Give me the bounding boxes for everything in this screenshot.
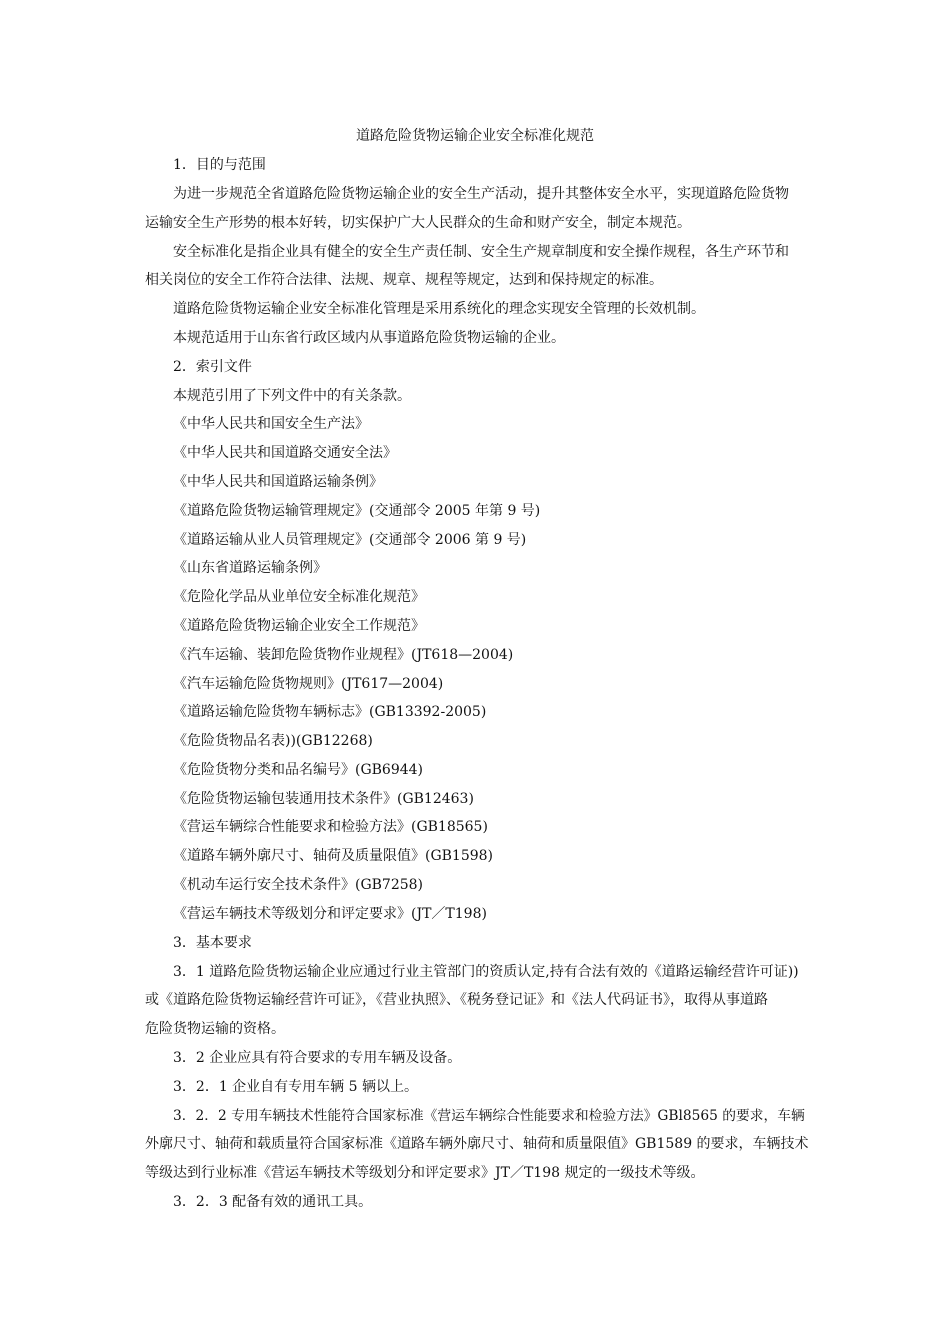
references-intro: 本规范引用了下列文件中的有关条款。 xyxy=(173,388,411,404)
paragraph-line: 外廓尺寸、轴荷和载质量符合国家标准《道路车辆外廓尺寸、轴荷和质量限值》GB1589 的要求，车辆技术 xyxy=(145,1136,809,1152)
section-heading-3: 3．基本要求 xyxy=(173,935,252,951)
paragraph-line: 等级达到行业标准《营运车辆技术等级划分和评定要求》JT／T198 规定的一级技术等级。 xyxy=(145,1165,705,1181)
paragraph-line: 本规范适用于山东省行政区域内从事道路危险货物运输的企业。 xyxy=(173,330,565,346)
section-heading-1: 1．目的与范围 xyxy=(173,157,266,173)
reference-item: 《道路危险货物运输管理规定》(交通部令 2005 年第 9 号) xyxy=(173,503,541,519)
paragraph-line: 3．2．3 配备有效的通讯工具。 xyxy=(173,1194,373,1210)
reference-item: 《营运车辆综合性能要求和检验方法》(GB18565) xyxy=(173,819,488,835)
paragraph-line: 安全标准化是指企业具有健全的安全生产责任制、安全生产规章制度和安全操作规程，各生产环节和 xyxy=(173,244,789,260)
reference-item: 《道路危险货物运输企业安全工作规范》 xyxy=(173,618,425,634)
paragraph-line: 危险货物运输的资格。 xyxy=(145,1021,285,1037)
reference-item: 《汽车运输危险货物规则》(JT617—2004) xyxy=(173,676,444,692)
reference-item: 《道路运输危险货物车辆标志》(GB13392-2005) xyxy=(173,704,487,720)
paragraph-line: 3．2．2 专用车辆技术性能符合国家标准《营运车辆综合性能要求和检验方法》GBl8565 的要求，车辆 xyxy=(173,1108,805,1124)
document-title: 道路危险货物运输企业安全标准化规范 xyxy=(356,128,594,144)
reference-item: 《道路运输从业人员管理规定》(交通部令 2006 第 9 号) xyxy=(173,532,527,548)
reference-item: 《危险化学品从业单位安全标准化规范》 xyxy=(173,589,425,605)
reference-item: 《山东省道路运输条例》 xyxy=(173,560,327,576)
reference-item: 《营运车辆技术等级划分和评定要求》(JT／T198) xyxy=(173,906,487,922)
reference-item: 《危险货物品名表))(GB12268) xyxy=(173,733,373,749)
reference-item: 《道路车辆外廓尺寸、轴荷及质量限值》(GB1598) xyxy=(173,848,494,864)
reference-item: 《危险货物运输包装通用技术条件》(GB12463) xyxy=(173,791,474,807)
reference-item: 《中华人民共和国道路运输条例》 xyxy=(173,474,383,490)
reference-item: 《汽车运输、装卸危险货物作业规程》(JT618—2004) xyxy=(173,647,514,663)
section-heading-2: 2．索引文件 xyxy=(173,359,252,375)
paragraph-line: 3．2．1 企业自有专用车辆 5 辆以上。 xyxy=(173,1079,418,1095)
paragraph-line: 为进一步规范全省道路危险货物运输企业的安全生产活动，提升其整体安全水平，实现道路危险货物 xyxy=(173,186,789,202)
paragraph-line: 3．1 道路危险货物运输企业应通过行业主管部门的资质认定,持有合法有效的《道路运输经营许可证)) xyxy=(173,964,799,980)
paragraph-line: 相关岗位的安全工作符合法律、法规、规章、规程等规定，达到和保持规定的标准。 xyxy=(145,272,663,288)
reference-item: 《中华人民共和国道路交通安全法》 xyxy=(173,445,397,461)
paragraph-line: 运输安全生产形势的根本好转，切实保护广大人民群众的生命和财产安全，制定本规范。 xyxy=(145,215,691,231)
reference-item: 《危险货物分类和品名编号》(GB6944) xyxy=(173,762,424,778)
reference-item: 《中华人民共和国安全生产法》 xyxy=(173,416,369,432)
reference-item: 《机动车运行安全技术条件》(GB7258) xyxy=(173,877,424,893)
paragraph-line: 或《道路危险货物运输经营许可证》，《营业执照》、《税务登记证》和《法人代码证书》，取得从事道路 xyxy=(145,992,768,1008)
paragraph-line: 3．2 企业应具有符合要求的专用车辆及设备。 xyxy=(173,1050,462,1066)
paragraph-line: 道路危险货物运输企业安全标准化管理是采用系统化的理念实现安全管理的长效机制。 xyxy=(173,301,705,317)
